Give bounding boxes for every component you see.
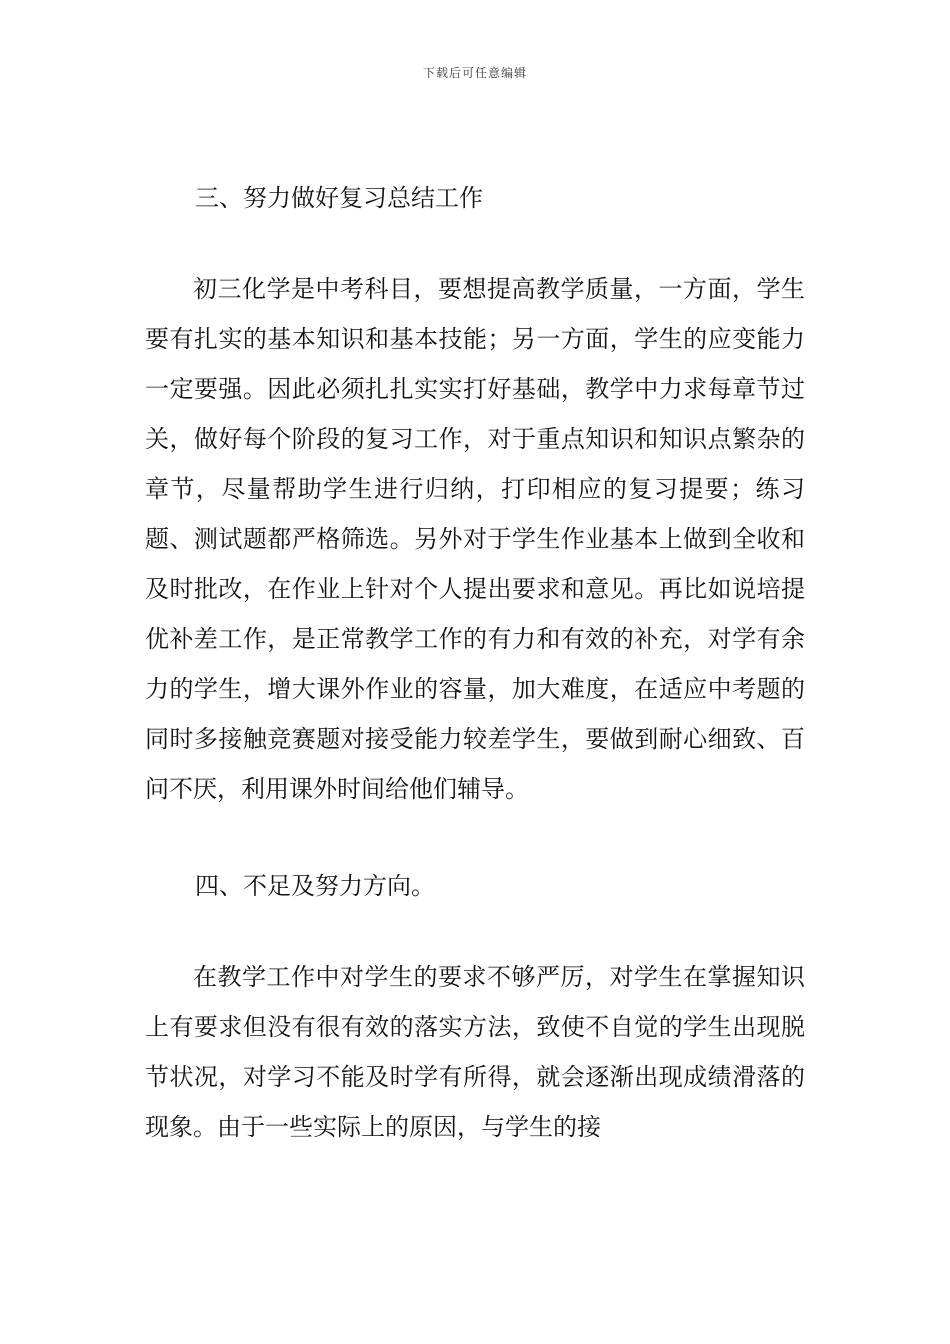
- spacer: [145, 814, 805, 866]
- document-body: [145, 178, 805, 1152]
- section-heading-3: 三、努力做好复习总结工作: [195, 184, 483, 212]
- section-paragraph-3: 初三化学是中考科目，要想提高教学质量，一方面，学生要有扎实的基本知识和基本技能；另一方面，学生的应变能力一定要强。因此必须扎扎实实打好基础，教学中力求每章节过关，做好每个阶段的复习工作，对于重点知识和知识点繁杂的章节，尽量帮助学生进行归纳，打印相应的复习提要；练习题、测试题都严格筛选。另外对于学生作业基本上做到全收和及时批改，在作业上针对个人提出要求和意见。再比如说培提优补差工作，是正常教学工作的有力和有效的补充，对学有余力的学生，增大课外作业的容量，加大难度，在适应中考题的同时多接触竞赛题对接受能力较差学生，要做到耐心细致、百问不厌，利用课外时间给他们辅导。: [145, 275, 805, 803]
- section-heading-4: 四、不足及努力方向。: [195, 872, 435, 900]
- page-header-note: 下载后可任意编辑: [422, 66, 527, 80]
- spacer: [145, 906, 805, 952]
- section-paragraph-4: 在教学工作中对学生的要求不够严厉，对学生在掌握知识上有要求但没有很有效的落实方法，致使不自觉的学生出现脱节状况，对学习不能及时学有所得，就会逐渐出现成绩滑落的现象。由于一些实际上的原因，与学生的接: [145, 963, 805, 1141]
- spacer: [145, 218, 805, 264]
